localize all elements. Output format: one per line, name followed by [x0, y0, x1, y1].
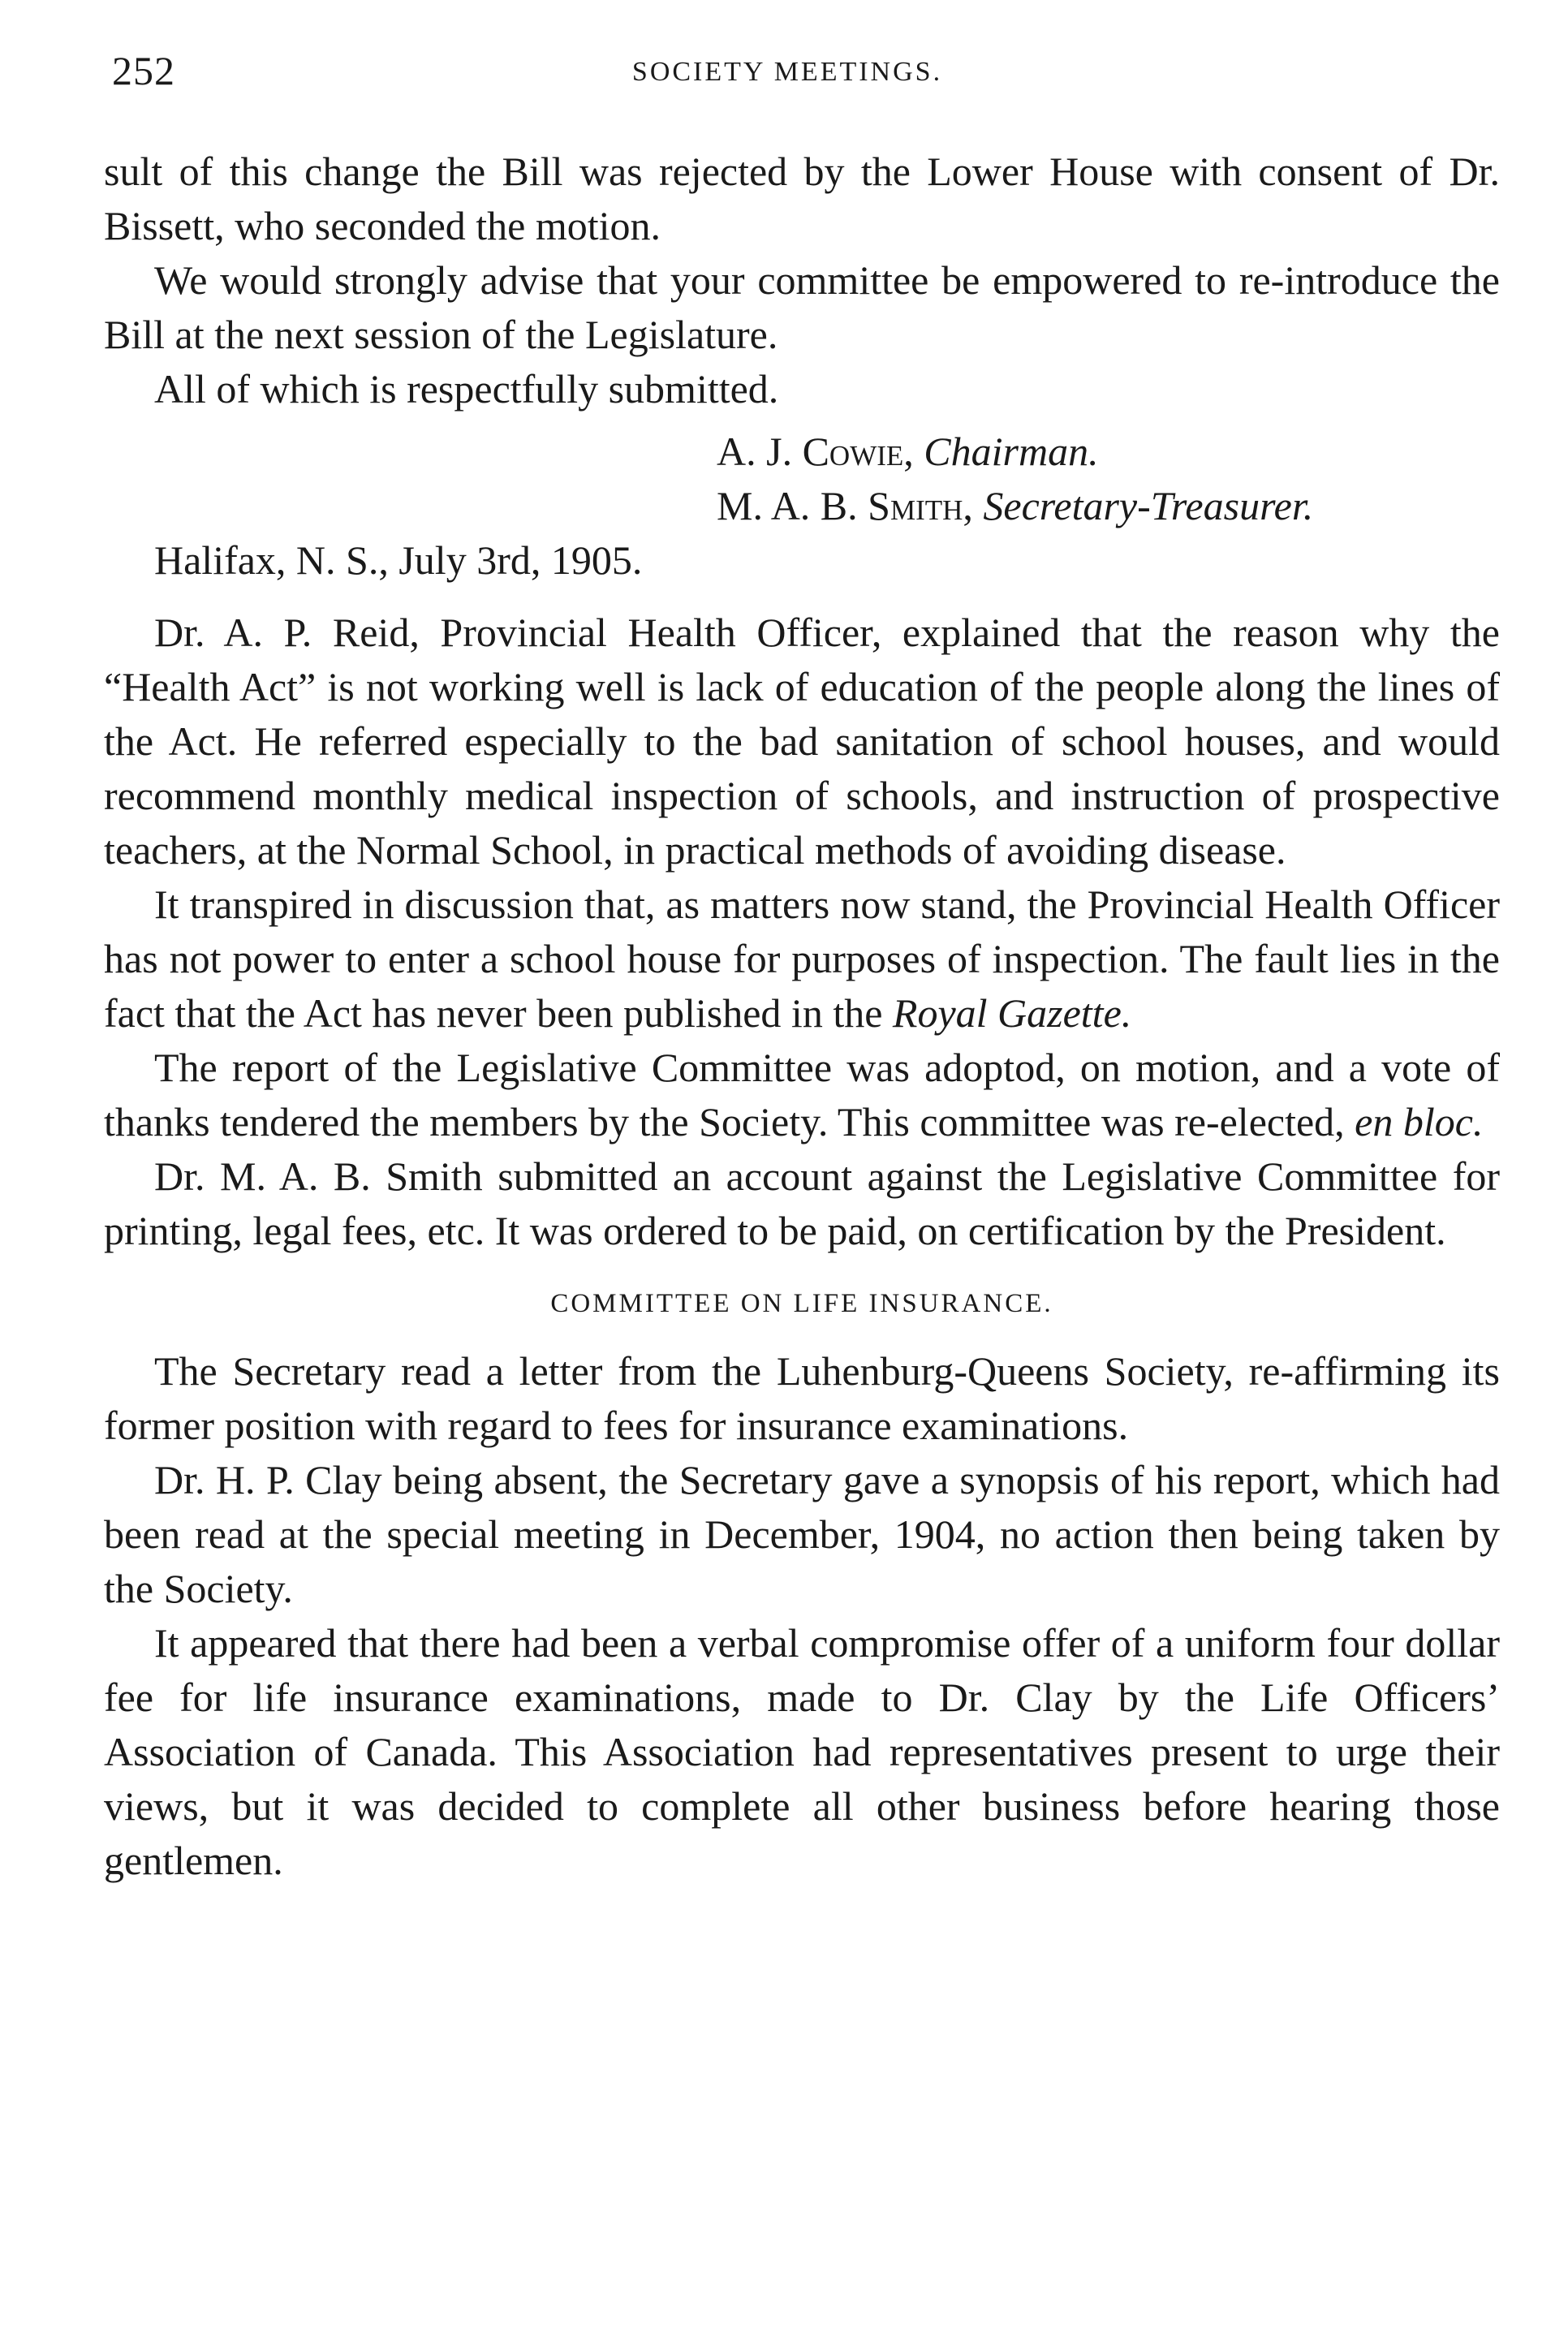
compromise-offer-paragraph: It appeared that there had been a verbal compromise offer of a uniform four dollar fee for life insurance examinations, made to Dr. Clay by the Life Officers’ Association of Canada. This Association had representatives present to urge their views, but it was decided to complete all other business before hearing those gentlemen.: [104, 1620, 1500, 1883]
report-adoption-paragraph: [104, 1041, 1500, 1149]
page-number: 252: [112, 48, 175, 93]
secretary-letter-paragraph: The Secretary read a letter from the Luhenburg-Queens Society, re-affirming its former position with regard to fees for insurance examinations.: [104, 1348, 1500, 1448]
report-closing-paragraph: sult of this change the Bill was rejected by the Lower House with consent of Dr. Bissett, who seconded the motion.: [104, 149, 1500, 248]
running-head: SOCIETY MEETINGS.: [631, 57, 943, 87]
page-header: [112, 47, 1462, 104]
signature-name: A. J. Cowie: [717, 429, 904, 474]
publication-title: Royal Gazette.: [892, 990, 1132, 1036]
signature-secretary: M. A. B. Smith, Secretary-Treasurer.: [717, 483, 1314, 528]
signature-role: Chairman.: [924, 429, 1099, 474]
section-heading-life-insurance: COMMITTEE ON LIFE INSURANCE.: [550, 1289, 1053, 1318]
clay-report-paragraph: Dr. H. P. Clay being absent, the Secretary gave a synopsis of his report, which had been read at the special meeting in December, 1904, no action then being taken by the Society.: [104, 1457, 1500, 1611]
reid-remarks-paragraph: Dr. A. P. Reid, Provincial Health Officer, explained that the reason why the “Health Act” is not working well is lack of education of the people along the lines of the Act. He referred especially to the bad sanitation of school houses, and would recommend monthly medical inspection of schools, and instruction of prospective teachers, at the Normal School, in practical methods of avoiding disease.: [104, 610, 1500, 873]
signature-role: Secretary-Treasurer.: [983, 483, 1314, 528]
signature-chairman: A. J. Cowie, Chairman.: [717, 429, 1099, 474]
dateline: Halifax, N. S., July 3rd, 1905.: [154, 537, 643, 583]
paragraph-text: It transpired in discussion that, as matters now stand, the Provincial Health Officer has not power to enter a school house for purposes of inspection. The fault lies in the fact that the Act has never been published in the: [104, 882, 1500, 1036]
account-paragraph: Dr. M. A. B. Smith submitted an account against the Legislative Committee for printing, legal fees, etc. It was ordered to be paid, on certification by the President.: [104, 1153, 1500, 1253]
paragraph-text: The report of the Legislative Committee was adoptod, on motion, and a vote of thanks tendered the members by the Society. This committee was re-elected,: [104, 1045, 1500, 1144]
latin-phrase: en bloc.: [1355, 1099, 1484, 1144]
signature-block: [104, 425, 1500, 533]
inspection-discussion-paragraph: [104, 877, 1500, 1041]
signature-name: M. A. B. Smith: [717, 483, 963, 528]
page-body: [104, 144, 1500, 1888]
report-recommendation-paragraph: We would strongly advise that your committee be empowered to re-introduce the Bill at the next session of the Legislature.: [104, 257, 1500, 357]
report-submission-line: All of which is respectfully submitted.: [154, 366, 779, 412]
